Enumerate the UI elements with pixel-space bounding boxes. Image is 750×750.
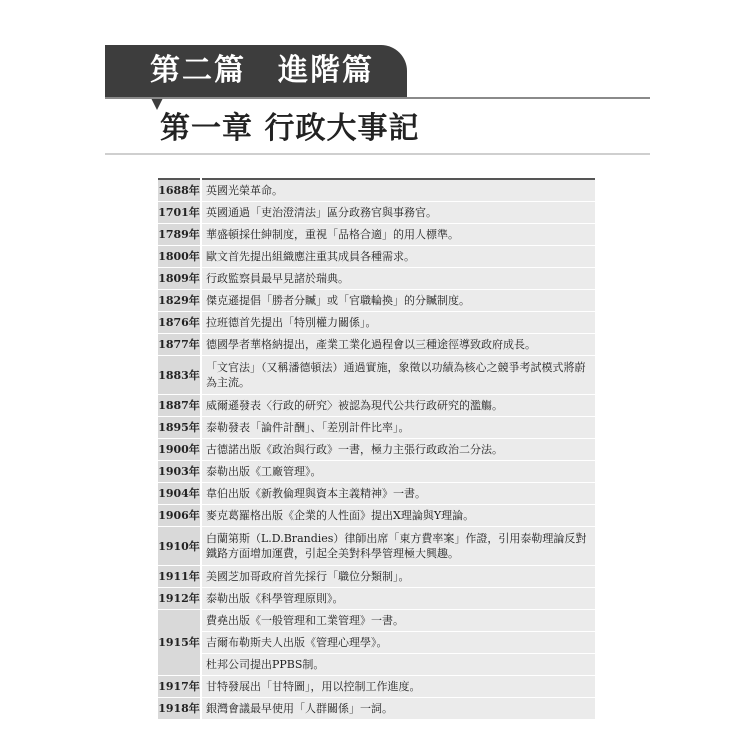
- event-cell: 杜邦公司提出PPBS制。: [201, 654, 595, 676]
- table-row: [158, 461, 595, 483]
- table-row: [158, 179, 595, 202]
- year-cell: 1688年: [158, 179, 201, 202]
- event-cell: 費堯出版《一般管理和工業管理》一書。: [201, 610, 595, 632]
- year-cell: 1910年: [158, 527, 201, 566]
- event-cell: 威爾遜發表〈行政的研究〉被認為現代公共行政研究的濫觴。: [201, 395, 595, 417]
- table-row: [158, 676, 595, 698]
- part-title: 第二篇 進階篇: [150, 53, 374, 88]
- year-cell: 1876年: [158, 312, 201, 334]
- event-cell: 泰勒發表「論件計酬」、「差別計件比率」。: [201, 417, 595, 439]
- year-cell: 1911年: [158, 566, 201, 588]
- year-cell: 1912年: [158, 588, 201, 610]
- table-row: [158, 334, 595, 356]
- table-row: [158, 224, 595, 246]
- year-cell: 1915年: [158, 610, 201, 676]
- year-cell: 1903年: [158, 461, 201, 483]
- year-cell: 1900年: [158, 439, 201, 461]
- event-cell: 英國光榮革命。: [201, 179, 595, 202]
- year-cell: 1701年: [158, 202, 201, 224]
- year-cell: 1887年: [158, 395, 201, 417]
- event-cell: 古德諾出版《政治與行政》一書，極力主張行政政治二分法。: [201, 439, 595, 461]
- chapter-rule: [105, 153, 650, 155]
- event-cell: 泰勒出版《科學管理原則》。: [201, 588, 595, 610]
- event-cell: 韋伯出版《新教倫理與資本主義精神》一書。: [201, 483, 595, 505]
- table-row: [158, 698, 595, 720]
- table-row: [158, 356, 595, 395]
- event-cell: 甘特發展出「甘特圖」，用以控制工作進度。: [201, 676, 595, 698]
- event-cell: 拉班德首先提出「特別權力關係」。: [201, 312, 595, 334]
- table-row: [158, 610, 595, 632]
- event-cell: 白蘭第斯（L.D.Brandies）律師出席「東方費率案」作證，引用泰勒理論反對鐵路方面增加運費，引起全美對科學管理極大興趣。: [201, 527, 595, 566]
- table-row: [158, 632, 595, 654]
- table-row: [158, 588, 595, 610]
- table-row: [158, 417, 595, 439]
- table-row: [158, 505, 595, 527]
- table-row: [158, 395, 595, 417]
- table-row: [158, 566, 595, 588]
- event-cell: 「文官法」（又稱潘德頓法）通過實施，象徵以功績為核心之競爭考試模式將蔚為主流。: [201, 356, 595, 395]
- table-row: [158, 312, 595, 334]
- table-row: [158, 483, 595, 505]
- event-cell: 麥克葛羅格出版《企業的人性面》提出X理論與Y理論。: [201, 505, 595, 527]
- event-cell: 銀灣會議最早使用「人群關係」一詞。: [201, 698, 595, 720]
- table-row: [158, 654, 595, 676]
- year-cell: 1895年: [158, 417, 201, 439]
- year-cell: 1789年: [158, 224, 201, 246]
- year-cell: 1917年: [158, 676, 201, 698]
- events-table: [158, 178, 595, 720]
- year-cell: 1883年: [158, 356, 201, 395]
- event-cell: 美國芝加哥政府首先採行「職位分類制」。: [201, 566, 595, 588]
- event-cell: 吉爾布勒斯夫人出版《管理心理學》。: [201, 632, 595, 654]
- year-cell: 1829年: [158, 290, 201, 312]
- table-row: [158, 202, 595, 224]
- table-row: [158, 290, 595, 312]
- table-row: [158, 439, 595, 461]
- chapter-title: 第一章 行政大事記: [160, 111, 420, 146]
- event-cell: 歐文首先提出組織應注重其成員各種需求。: [201, 246, 595, 268]
- event-cell: 傑克遜提倡「勝者分贓」或「官職輪換」的分贓制度。: [201, 290, 595, 312]
- year-cell: 1918年: [158, 698, 201, 720]
- year-cell: 1800年: [158, 246, 201, 268]
- table-row: [158, 246, 595, 268]
- year-cell: 1906年: [158, 505, 201, 527]
- events-table-body: [158, 179, 595, 720]
- year-cell: 1877年: [158, 334, 201, 356]
- event-cell: 泰勒出版《工廠管理》。: [201, 461, 595, 483]
- table-row: [158, 268, 595, 290]
- year-cell: 1809年: [158, 268, 201, 290]
- event-cell: 華盛頓採仕紳制度，重視「品格合適」的用人標準。: [201, 224, 595, 246]
- event-cell: 英國通過「吏治澄清法」區分政務官與事務官。: [201, 202, 595, 224]
- event-cell: 德國學者華格納提出，產業工業化過程會以三種途徑導致政府成長。: [201, 334, 595, 356]
- header-rule: [105, 97, 650, 99]
- table-row: [158, 527, 595, 566]
- event-cell: 行政監察員最早見諸於瑞典。: [201, 268, 595, 290]
- year-cell: 1904年: [158, 483, 201, 505]
